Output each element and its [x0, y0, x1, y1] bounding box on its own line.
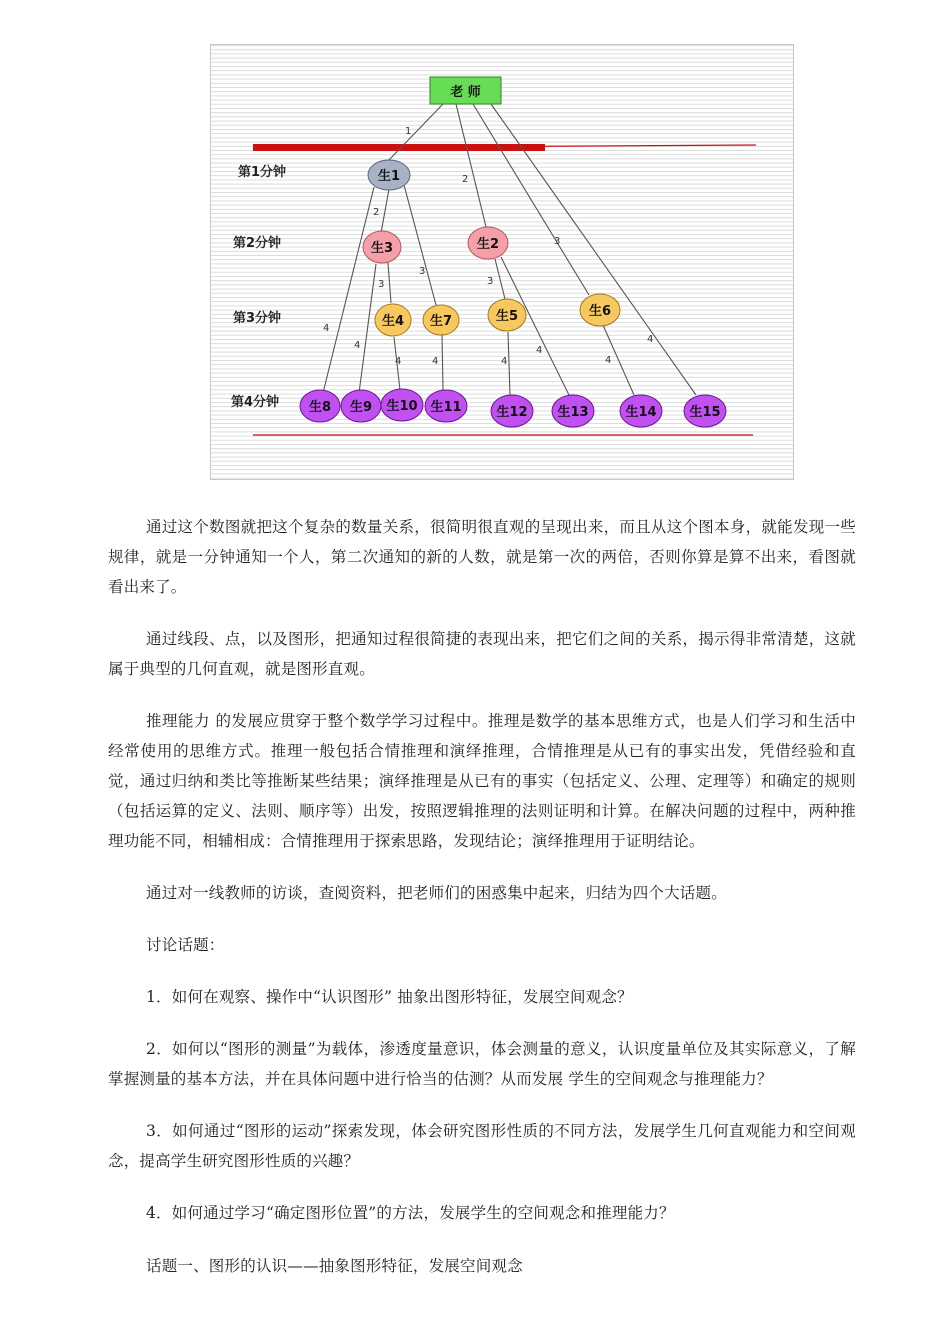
edge-label: 4 — [395, 356, 402, 367]
svg-text:生13: 生13 — [557, 405, 589, 420]
edge-label: 4 — [605, 355, 612, 366]
svg-text:生1: 生1 — [377, 169, 401, 184]
node-s12 — [491, 395, 533, 427]
svg-text:生5: 生5 — [495, 309, 519, 324]
paragraph-4: 通过对一线教师的访谈，查阅资料，把老师们的困惑集中起来，归结为四个大话题。 — [146, 884, 727, 902]
paragraph-2: 通过线段、点，以及图形，把通知过程很简捷的表现出来，把它们之间的关系，揭示得非常清楚，这就属于典型的几何直观，就是图形直观。 — [108, 630, 856, 678]
svg-text:生4: 生4 — [381, 314, 405, 329]
edge-label: 3 — [554, 236, 561, 247]
svg-text:生2: 生2 — [476, 237, 500, 252]
edge-label: 2 — [373, 207, 380, 218]
svg-text:生12: 生12 — [496, 405, 528, 420]
node-s13 — [552, 395, 594, 427]
paragraph-1: 通过这个数图就把这个复杂的数量关系，很简明很直观的呈现出来，而且从这个图本身，就能发现一些规律，就是一分钟通知一个人，第二次通知的新的人数，就是第一次的两倍，否则你算是算不出来，看图就看出来了。 — [108, 518, 856, 596]
question-2: 2．如何以“图形的测量”为载体，渗透度量意识，体会测量的意义，认识度量单位及其实际意义，了解掌握测量的基本方法，并在具体问题中进行恰当的估测？从而发展 学生的空间观念与推理能力？ — [108, 1040, 856, 1088]
question-1: 1．如何在观察、操作中“认识图形” 抽象出图形特征，发展空间观念？ — [146, 988, 633, 1006]
row-label-minute-2: 第2分钟 — [233, 236, 282, 251]
paragraph-3: 推理能力 的发展应贯穿于整个数学学习过程中。推理是数学的基本思维方式，也是人们学习和生活中经常使用的思维方式。推理一般包括合情推理和演绎推理，合情推理是从已有的事实出发，凭借经验和直觉，通过归纳和类比等推断某些结果；演绎推理是从已有的事实（包括定义、公理、定理等）和确定的规则（包括运算的定义、法则、顺序等）出发，按照逻辑推理的法则证明和计算。在解决问题的过程中，两种推理功能不同，相辅相成：合情推理用于探索思路，发现结论；演绎推理用于证明结论。 — [108, 712, 856, 850]
svg-text:生15: 生15 — [689, 405, 721, 420]
question-4: 4．如何通过学习“确定图形位置”的方法，发展学生的空间观念和推理能力？ — [146, 1204, 675, 1222]
topic-one-heading: 话题一、图形的认识——抽象图形特征，发展空间观念 — [146, 1257, 523, 1275]
row-label-minute-3: 第3分钟 — [233, 311, 282, 326]
node-s7 — [423, 305, 459, 335]
node-s15 — [684, 395, 726, 427]
discussion-heading: 讨论话题： — [146, 936, 225, 954]
node-s10 — [381, 389, 423, 421]
edge-label: 4 — [354, 340, 361, 351]
tree-diagram — [211, 45, 793, 479]
svg-text:生8: 生8 — [308, 400, 332, 415]
node-s4 — [375, 304, 411, 336]
row-label-minute-1: 第1分钟 — [238, 165, 287, 180]
node-s3 — [363, 231, 401, 263]
edge-label: 3 — [487, 276, 494, 287]
teacher-node — [430, 77, 501, 104]
edge-label: 4 — [323, 323, 330, 334]
svg-text:生14: 生14 — [625, 405, 657, 420]
edge-label: 1 — [405, 126, 412, 137]
svg-text:生6: 生6 — [588, 304, 612, 319]
svg-text:生11: 生11 — [430, 400, 462, 415]
question-3: 3．如何通过“图形的运动”探索发现，体会研究图形性质的不同方法，发展学生几何直观能力和空间观念，提高学生研究图形性质的兴趣？ — [108, 1122, 856, 1170]
svg-text:生3: 生3 — [370, 241, 394, 256]
node-s8 — [300, 390, 340, 422]
node-s5 — [488, 299, 526, 331]
node-s11 — [425, 390, 467, 422]
edge-label: 3 — [378, 279, 385, 290]
edge-label: 4 — [501, 356, 508, 367]
edge-label: 4 — [432, 356, 439, 367]
edge-label: 2 — [462, 174, 469, 185]
edge-label: 4 — [647, 334, 654, 345]
node-s9 — [341, 390, 381, 422]
svg-text:生10: 生10 — [386, 399, 418, 414]
node-s6 — [580, 294, 620, 326]
svg-text:生9: 生9 — [349, 400, 373, 415]
edge-label: 4 — [536, 345, 543, 356]
edge-label: 3 — [419, 266, 426, 277]
row-label-minute-4: 第4分钟 — [231, 395, 280, 410]
node-s2 — [468, 227, 508, 259]
node-s1 — [368, 160, 410, 190]
node-s14 — [620, 395, 662, 427]
notification-tree-figure — [210, 44, 794, 480]
svg-text:老 师: 老 师 — [450, 85, 481, 100]
svg-text:生7: 生7 — [429, 314, 453, 329]
